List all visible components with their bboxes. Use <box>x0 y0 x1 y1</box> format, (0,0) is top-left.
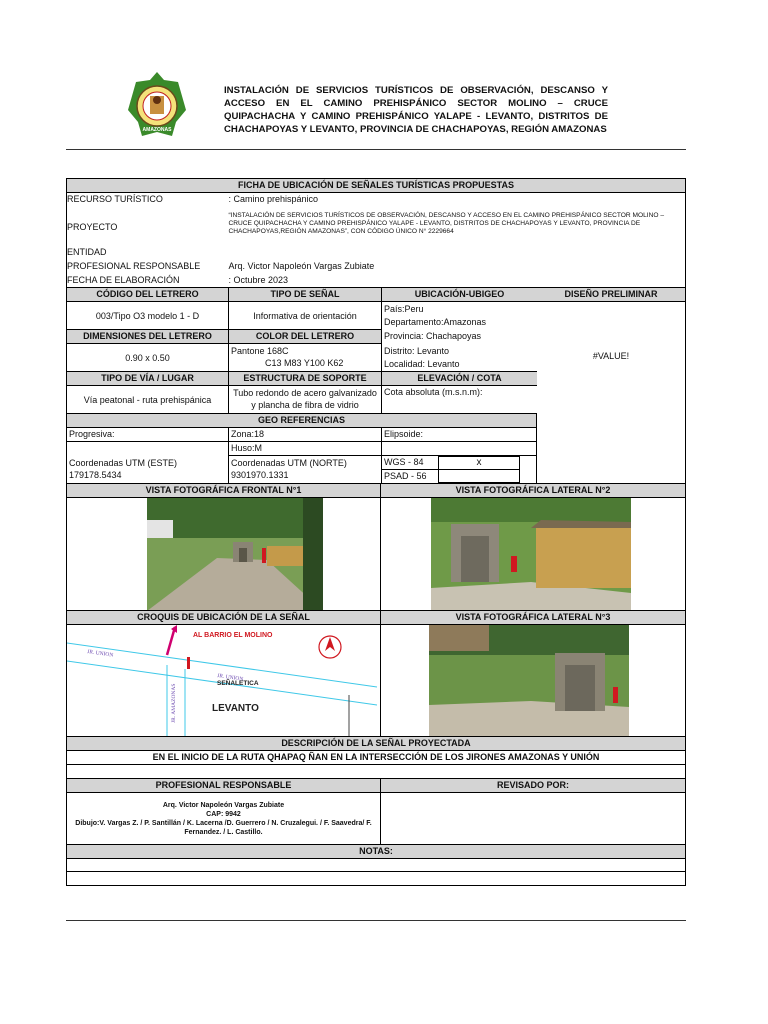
frontal-photo <box>67 498 381 611</box>
via-header: TIPO DE VÍA / LUGAR <box>67 372 229 386</box>
progresiva: Progresiva: <box>67 428 229 442</box>
recurso-value: : Camino prehispánico <box>228 194 319 204</box>
distrito: Distrito: Levanto <box>384 346 450 356</box>
huso: Huso:M <box>229 442 382 456</box>
croquis-sketch <box>67 625 381 737</box>
sketch-label-levanto: LEVANTO <box>212 703 259 714</box>
bottom-divider <box>66 920 686 921</box>
tipo-value: Informativa de orientación <box>229 302 382 330</box>
ubicacion-pais-dept <box>382 302 537 330</box>
location-sketch-map <box>67 625 381 737</box>
coord-norte <box>229 456 382 484</box>
revisado-header: REVISADO POR: <box>381 779 685 793</box>
lateral3-photo-image <box>381 625 685 737</box>
fecha-value: : Octubre 2023 <box>228 275 289 285</box>
ficha-table <box>66 178 686 886</box>
lateral2-photo <box>381 498 685 611</box>
lateral2-photo-image <box>381 498 685 611</box>
color-header: COLOR DEL LETRERO <box>229 330 382 344</box>
entidad-label: ENTIDAD <box>67 247 107 257</box>
prof-header: PROFESIONAL RESPONSABLE <box>67 779 381 793</box>
prof-name: Arq. Victor Napoleón Vargas Zubiate <box>162 802 285 809</box>
frontal-header: VISTA FOTOGRÁFICA FRONTAL N°1 <box>67 484 381 498</box>
lateral3-photo <box>381 625 685 737</box>
sketch-label-jr-amazonas: JR. AMAZONAS <box>171 683 177 723</box>
ubicacion-header: UBICACIÓN-UBIGEO <box>382 288 537 302</box>
diseno-header: DISEÑO PRELIMINAR <box>537 288 685 302</box>
elevacion-header: ELEVACIÓN / COTA <box>382 372 537 386</box>
croquis-header: CROQUIS DE UBICACIÓN DE LA SEÑAL <box>67 611 381 625</box>
dimensiones-header: DIMENSIONES DEL LETRERO <box>67 330 229 344</box>
sketch-label-jr-union-2: JR. UNION <box>216 673 244 683</box>
coord-este <box>67 456 229 484</box>
este-label: Coordenadas UTM (ESTE) <box>69 458 178 468</box>
norte-value: 9301970.1331 <box>231 470 289 480</box>
descripcion-header: DESCRIPCIÓN DE LA SEÑAL PROYECTADA <box>67 737 685 751</box>
provincia: Provincia: Chachapoyas <box>384 331 482 341</box>
profesional-label: PROFESIONAL RESPONSABLE <box>67 261 201 271</box>
recurso-label: RECURSO TURÍSTICO <box>67 194 163 204</box>
document-header <box>66 70 686 150</box>
sketch-label-barrio: AL BARRIO EL MOLINO <box>193 632 273 639</box>
sketch-label-senaletica: SEÑALETICA <box>217 680 259 687</box>
norte-label: Coordenadas UTM (NORTE) <box>231 458 347 468</box>
logo-text: AMAZONAS <box>142 127 172 133</box>
zona: Zona:18 <box>229 428 382 442</box>
frontal-photo-image <box>67 498 381 611</box>
top-divider <box>66 149 686 150</box>
prof-signature <box>67 793 381 845</box>
elipsoide: Elipsoide: <box>382 428 537 442</box>
pais: País:Peru <box>384 304 424 314</box>
prof-dibujo: Dibujo:V. Vargas Z. / P. Santillán / K. Lacerna /D. Guerrero / N. Cruzalegui. / F. Saavedra/ F. Fernandez. / L. Castillo. <box>75 820 372 836</box>
ficha-title: FICHA DE UBICACIÓN DE SEÑALES TURÍSTICAS PROPUESTAS <box>67 179 685 193</box>
notas-line-1 <box>67 859 685 872</box>
via-value: Vía peatonal - ruta prehispánica <box>67 386 229 414</box>
notas-line-2 <box>67 872 685 885</box>
codigo-value: 003/Tipo O3 modelo 1 - D <box>67 302 229 330</box>
datum-box <box>382 456 537 484</box>
estructura-value: Tubo redondo de acero galvanizado y plancha de fibra de vidrio <box>229 386 382 414</box>
prof-cap: CAP: 9942 <box>206 811 241 818</box>
wgs-mark: x <box>438 456 520 470</box>
ubicacion-distrito-localidad <box>382 344 537 372</box>
dimensiones-value: 0.90 x 0.50 <box>67 344 229 372</box>
document-title: INSTALACIÓN DE SERVICIOS TURÍSTICOS DE OBSERVACIÓN, DESCANSO Y ACCESO EN EL CAMINO PREHISPÁNICO SECTOR MOLINO – CRUCE QUIPACHACHA Y CAMINO PREHISPÁNICO YALAPE - LEVANTO, DISTRITOS DE CHACHAPOYAS Y LEVANTO, PROVINCIA DE CHACHAPOYAS, REGIÓN AMAZONAS <box>224 85 608 135</box>
sketch-label-jr-union: JR. UNION <box>86 649 114 659</box>
codigo-header: CÓDIGO DEL LETRERO <box>67 288 229 302</box>
proyecto-value: “INSTALACIÓN DE SERVICIOS TURÍSTICOS DE OBSERVACIÓN, DESCANSO Y ACCESO EN EL CAMINO PREHISPÁNICO SECTOR MOLINO – CRUCE QUIPACHACHA Y CAMINO PREHISPÁNICO YALAPE - LEVANTO, DISTRITOS DE CHACHAPOYAS Y LEVANTO, PROVINCIA DE CHACHAPOYAS,REGIÓN AMAZONAS”, CON CÓDIGO ÚNICO N° 2229664 <box>228 212 664 235</box>
estructura-header: ESTRUCTURA DE SOPORTE <box>229 372 382 386</box>
lateral3-header: VISTA FOTOGRÁFICA LATERAL N°3 <box>381 611 685 625</box>
tipo-header: TIPO DE SEÑAL <box>229 288 382 302</box>
descripcion-value: EN EL INICIO DE LA RUTA QHAPAQ ÑAN EN LA INTERSECCIÓN DE LOS JIRONES AMAZONAS Y UNIÓN <box>67 751 685 765</box>
departamento: Departamento:Amazonas <box>384 317 487 327</box>
psad-label: PSAD - 56 <box>384 471 427 481</box>
profesional-value: Arq. Victor Napoleón Vargas Zubiate <box>228 261 375 271</box>
fecha-label: FECHA DE ELABORACIÓN <box>67 275 180 285</box>
geo-header: GEO REFERENCIAS <box>67 414 537 428</box>
lateral2-header: VISTA FOTOGRÁFICA LATERAL N°2 <box>381 484 685 498</box>
amazonas-seal-icon <box>126 70 188 140</box>
este-value: 179178.5434 <box>69 470 122 480</box>
diseno-value: #VALUE! <box>592 350 630 361</box>
color-value <box>229 344 382 372</box>
proyecto-label: PROYECTO <box>67 222 118 232</box>
cota-value: Cota absoluta (m.s.n.m): <box>382 386 537 414</box>
diseno-column <box>537 288 685 484</box>
localidad: Localidad: Levanto <box>384 359 460 369</box>
notas-header: NOTAS: <box>67 845 685 859</box>
revisado-signature <box>381 793 685 845</box>
color-cmyk: C13 M83 Y100 K62 <box>265 358 344 368</box>
wgs-label: WGS - 84 <box>382 456 438 470</box>
color-pantone: Pantone 168C <box>231 346 289 356</box>
